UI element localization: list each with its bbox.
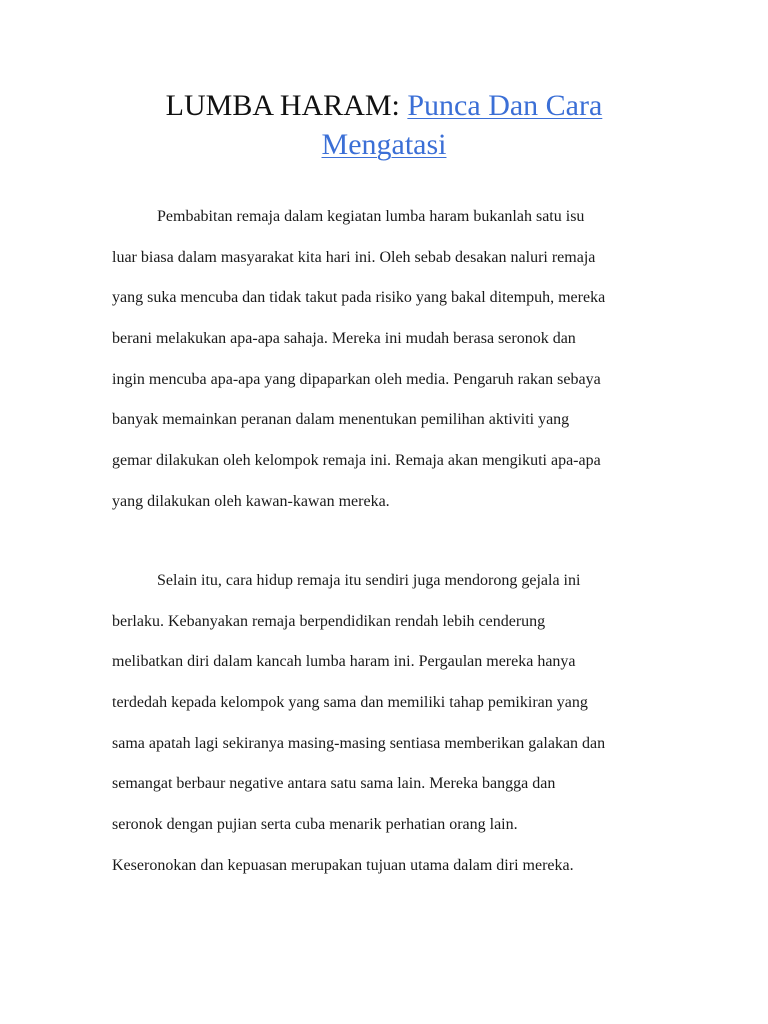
paragraph-line: semangat berbaur negative antara satu sama lain. Mereka bangga dan xyxy=(112,775,556,793)
paragraph-line: berani melakukan apa-apa sahaja. Mereka ini mudah berasa seronok dan xyxy=(112,330,576,348)
paragraph-line: berlaku. Kebanyakan remaja berpendidikan rendah lebih cenderung xyxy=(112,612,546,630)
title-link-line-2: Mengatasi xyxy=(321,128,447,161)
paragraph-line: yang dilakukan oleh kawan-kawan mereka. xyxy=(112,492,390,510)
paragraph-1 xyxy=(112,197,672,523)
paragraph-line: Keseronokan dan kepuasan merupakan tujuan utama dalam diri mereka. xyxy=(112,856,574,874)
paragraph-line: yang suka mencuba dan tidak takut pada risiko yang bakal ditempuh, mereka xyxy=(112,289,606,307)
paragraph-line: Pembabitan remaja dalam kegiatan lumba haram bukanlah satu isu xyxy=(157,208,585,225)
paragraph-line: terdedah kepada kelompok yang sama dan memiliki tahap pemikiran yang xyxy=(112,694,588,712)
paragraph-line: ingin mencuba apa-apa yang dipaparkan oleh media. Pengaruh rakan sebaya xyxy=(112,370,601,388)
paragraph-line: Selain itu, cara hidup remaja itu sendiri juga mendorong gejala ini xyxy=(157,572,581,589)
paragraph-line: luar biasa dalam masyarakat kita hari ini. Oleh sebab desakan naluri remaja xyxy=(112,248,596,266)
paragraph-line: gemar dilakukan oleh kelompok remaja ini. Remaja akan mengikuti apa-apa xyxy=(112,452,601,470)
paragraph-2 xyxy=(112,561,672,887)
document-title xyxy=(0,86,768,164)
paragraph-line: melibatkan diri dalam kancah lumba haram ini. Pergaulan mereka hanya xyxy=(112,653,576,671)
title-link-line-1: Punca Dan Cara xyxy=(407,89,603,122)
paragraph-line: seronok dengan pujian serta cuba menarik perhatian orang lain. xyxy=(112,816,518,834)
title-text: LUMBA HARAM: xyxy=(165,89,400,122)
paragraph-line: sama apatah lagi sekiranya masing-masing sentiasa memberikan galakan dan xyxy=(112,734,606,752)
paragraph-line: banyak memainkan peranan dalam menentukan pemilihan aktiviti yang xyxy=(112,411,570,429)
